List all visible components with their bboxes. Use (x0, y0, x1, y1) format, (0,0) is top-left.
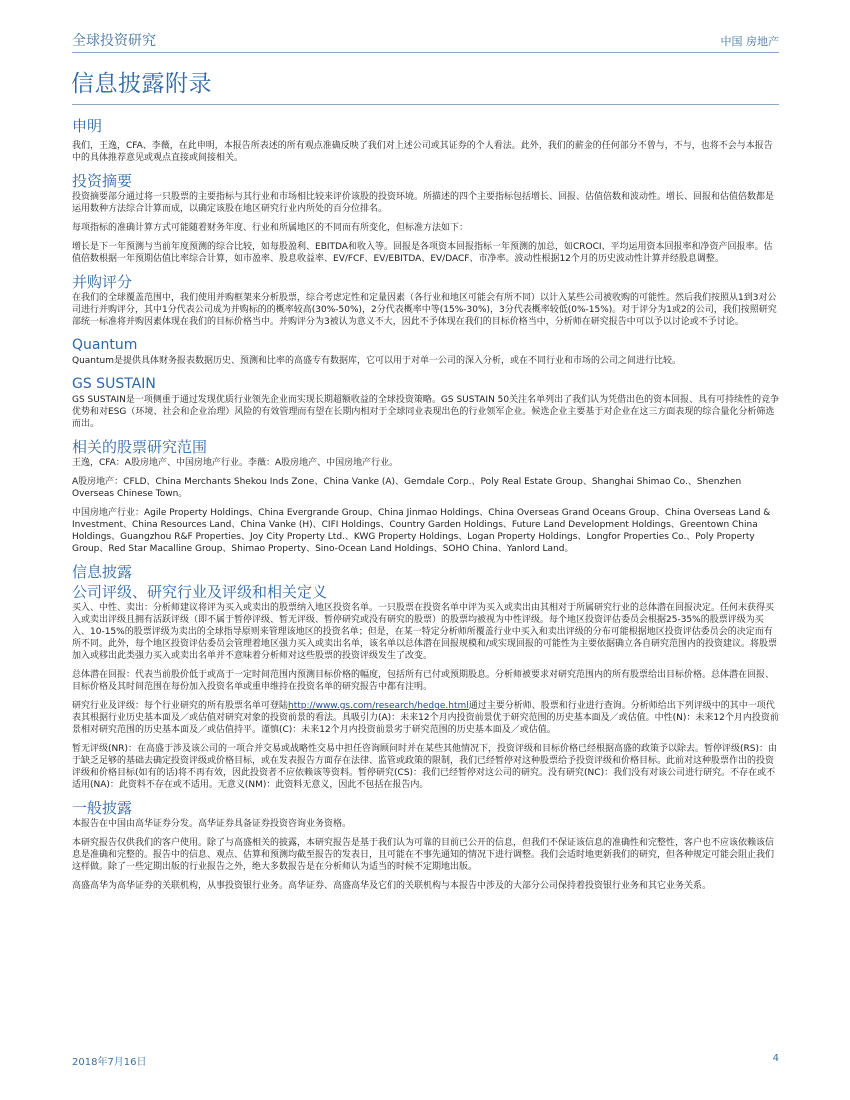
general-client-use: 本研究报告仅供我们的客户使用。除了与高盛相关的披露，本研究报告是基于我们认为可靠的目前已公开的信息，但我们不保证该信息的准确性和完整性，客户也不应该依赖该信息是准确和完整的。报告中的信息、观点、估算和预测均截至报告的发表日，且可能在不事先通知的情况下进行调整。我们会适时地更新我们的研究，但各种规定可能会阻止我们这样做。除了一些定期出版的行业报告之外，绝大多数报告是在分析师认为适当的时候不定期地出版。 (72, 838, 775, 872)
quantum-section (72, 335, 780, 367)
coverage-section (72, 437, 780, 555)
not-rated-definitions: 暂无评级(NR)：在高盛于涉及该公司的一项合并交易或战略性交易中担任咨询顾问时并在某些其他情况下，投资评级和目标价格已经根据高盛的政策予以除去。暂停评级(RS)：由于缺乏足够的基础去确定投资评级或价格目标，或在发表报告方面存在法律、监管或政策的限制，我们已经暂停对这种股票给予投资评级和价格目标。此前对这种股票作出的投资评级和价格目标(如有的话)将不再有效，因此投资者不应依赖该等资料。暂停研究(CS)：我们已经暂停对这公司的研究。没有研究(NC)：我们没有对该公司进行研究。不存在或不适用(NA)：此资料不存在或不适用。无意义(NM)：此资料无意义，因此不包括在报告内。 (72, 744, 778, 790)
ratings-definitions-heading: 公司评级、研究行业及评级和相关定义 (72, 583, 328, 601)
ma-rank-heading: 并购评分 (72, 273, 133, 291)
coverage-views-lead: 研究行业及评级：每个行业研究的所有股票名单可登陆 (72, 701, 289, 711)
investment-profile-text-2: 每项指标的准确计算方式可能随着财务年度、行业和所属地区的不同而有所变化，但标准方法如下： (72, 223, 469, 233)
gs-sustain-heading: GS SUSTAIN (72, 376, 156, 392)
ma-rank-section (72, 272, 780, 328)
disclosures-section (72, 562, 780, 791)
investment-profile-text-3: 增长是下一年预测与当前年度预测的综合比较，如每股盈利、EBITDA和收入等。回报是各项资本回报指标一年预测的加总，如CROCI、平均运用资本回报率和净资产回报率。估值倍数根据一年预期估值比率综合计算，如市盈率、股息收益率、EV/FCF、EV/EBITDA、EV/DACF、市净率。波动性根据12个月的历史波动性计算并经股息调整。 (72, 242, 773, 264)
coverage-a-share: A股房地产：CFLD、China Merchants Shekou Inds Zone、China Vanke (A)、Gemdale Corp.、Poly Real Estate Group、Shanghai Shimao Co.、Shenzhen Overseas Chinese Town。 (72, 477, 742, 499)
statement-section (72, 116, 780, 164)
general-affiliates: 高盛高华为高华证券的关联机构，从事投资银行业务。高华证券、高盛高华及它们的关联机构与本报告中涉及的大部分公司保持着投资银行业务和其它业务关系。 (72, 881, 712, 891)
general-disclosures-section (72, 798, 780, 892)
title-divider (72, 104, 779, 105)
page-title: 信息披露附录 (71, 71, 212, 97)
gs-sustain-text: GS SUSTAIN是一项侧重于通过发现优质行业领先企业而实现长期超额收益的全球投资策略。GS SUSTAIN 50关注名单列出了我们认为凭借出色的资本回报、具有可持续性的竞争优势和对ESG（环境、社会和企业治理）风险的有效管理而有望在长期内相对于全球同业表现出色的行业领军企业。候选企业主要基于对企业在这三方面表现的综合量化分析筛选而出。 (72, 395, 780, 429)
investment-profile-text-1: 投资摘要部分通过将一只股票的主要指标与其行业和市场相比较来评价该股的投资环境。所描述的四个主要指标包括增长、回报、估值倍数和波动性。增长、回报和估值倍数都是运用数种方法综合计算而成，以确定该股在地区研究行业内所处的百分位排名。 (72, 192, 775, 214)
header-divider (72, 52, 779, 53)
investment-profile-heading: 投资摘要 (72, 172, 133, 190)
investment-profile-section (72, 171, 780, 265)
statement-heading: 申明 (72, 117, 103, 135)
footer-date: 2018年7月16日 (72, 1057, 147, 1068)
coverage-views (72, 700, 780, 736)
general-distribution: 本报告在中国由高华证券分发。高华证券具备证券投资咨询业务资格。 (72, 819, 352, 829)
header-sector: 中国 房地产 (720, 35, 779, 48)
coverage-china-property: 中国房地产行业：Agile Property Holdings、China Evergrande Group、China Jinmao Holdings、China Overseas Grand Oceans Group、China Overseas Land & Investment、China Resources Land、China Vanke (H)、CIFI Holdings、Country Garden Holdings、Future Land Development Holdings、Greentown China Holdings、Guangzhou R&F Properties、Joy City Property Ltd.、KWG Property Holdings、Logan Property Holdings、Longfor Properties Co.、Poly Property Group、Red Star Macalline Group、Shimao Property、Sino-Ocean Land Holdings、SOHO China、Yanlord Land。 (72, 508, 771, 554)
disclosures-heading: 信息披露 (72, 563, 133, 581)
coverage-heading: 相关的股票研究范围 (72, 438, 208, 456)
statement-text: 我们，王逸，CFA、李薇，在此申明，本报告所表述的所有观点准确反映了我们对上述公司或其证券的个人看法。此外，我们的薪金的任何部分不曾与，不与，也将不会与本报告中的具体推荐意见或观点直接或间接相关。 (72, 141, 773, 163)
coverage-views-body: 通过主要分析师、股票和行业进行查询。分析师给出下列评级中的其中一项代表其根据行业历史基本面及／或估值对研究对象的投资前景的看法。具吸引力(A)：未来12个月内投资前景优于研究范围的历史基本面及／或估值。中性(N)：未来12个月内投资前景相对研究范围的历史基本面及／或估值持平。谨慎(C)：未来12个月内投资前景劣于研究范围的历史基本面及／或估值。 (72, 701, 779, 735)
ma-rank-text: 在我们的全球覆盖范围中，我们使用并购框架来分析股票，综合考虑定性和定量因素（各行业和地区可能会有所不同）以计入某些公司被收购的可能性。然后我们按照从1到3对公司进行并购评分，其中1分代表公司成为并购标的的概率较高(30%-50%)，2分代表概率中等(15%-30%)，3分代表概率较低(0%-15%)。对于评分为1或2的公司，我们按照研究部统一标准将并购因素体现在我们的目标价格当中。并购评分为3被认为意义不大，因此不予体现在我们的目标价格当中，分析师在研究报告中可以予以讨论或不予讨论。 (72, 293, 777, 327)
header-report-series: 全球投资研究 (72, 33, 156, 49)
coverage-analysts: 王逸，CFA：A股房地产、中国房地产行业。李薇：A股房地产、中国房地产行业。 (72, 458, 399, 468)
footer-page-number: 4 (772, 1053, 779, 1064)
hedge-research-link[interactable]: http://www.gs.com/research/hedge.html (288, 701, 469, 711)
main-content (72, 116, 780, 892)
ratings-buy-neutral-sell: 买入、中性、卖出：分析师建议将评为买入或卖出的股票纳入地区投资名单。一只股票在投资名单中评为买入或卖出由其相对于所属研究行业的总体潜在回报决定。任何未获得买入或卖出评级且拥有活跃评级（即不属于暂停评级、暂无评级、暂停研究或没有研究的股票）的股票均被视为中性评级。每个地区投资评估委员会根据25-35%的股票评级为买入、10-15%的股票评级为卖出的全球指导原则来管理该地区的投资名单；但是，在某一特定分析师所覆盖行业中买入和卖出评级的分布可能根据地区投资评估委员会的决定而有所不同。此外，每个地区投资评估委员会管理着地区强力买入或卖出名单，该名单以总体潜在回报规模和/或实现回报的可能性为主要依据确立各自研究范围内的投资建议。将股票加入或移出此类强力买入或卖出名单并不意味着分析师对这些股票的投资评级发生了改变。 (72, 603, 778, 661)
general-disclosures-heading: 一般披露 (72, 799, 133, 817)
total-return-potential: 总体潜在回报：代表当前股价低于或高于一定时间范围内预测目标价格的幅度，包括所有已付或预期股息。分析师被要求对研究范围内的所有股票给出目标价格。总体潜在回报、目标价格及其时间范围在每份加入投资名单或重申维持在投资名单的研究报告中都有注明。 (72, 670, 775, 692)
quantum-text: Quantum是提供具体财务报表数据历史、预测和比率的高盛专有数据库，它可以用于对单一公司的深入分析，或在不同行业和市场的公司之间进行比较。 (72, 356, 682, 366)
gs-sustain-section (72, 374, 780, 430)
quantum-heading: Quantum (72, 337, 138, 353)
